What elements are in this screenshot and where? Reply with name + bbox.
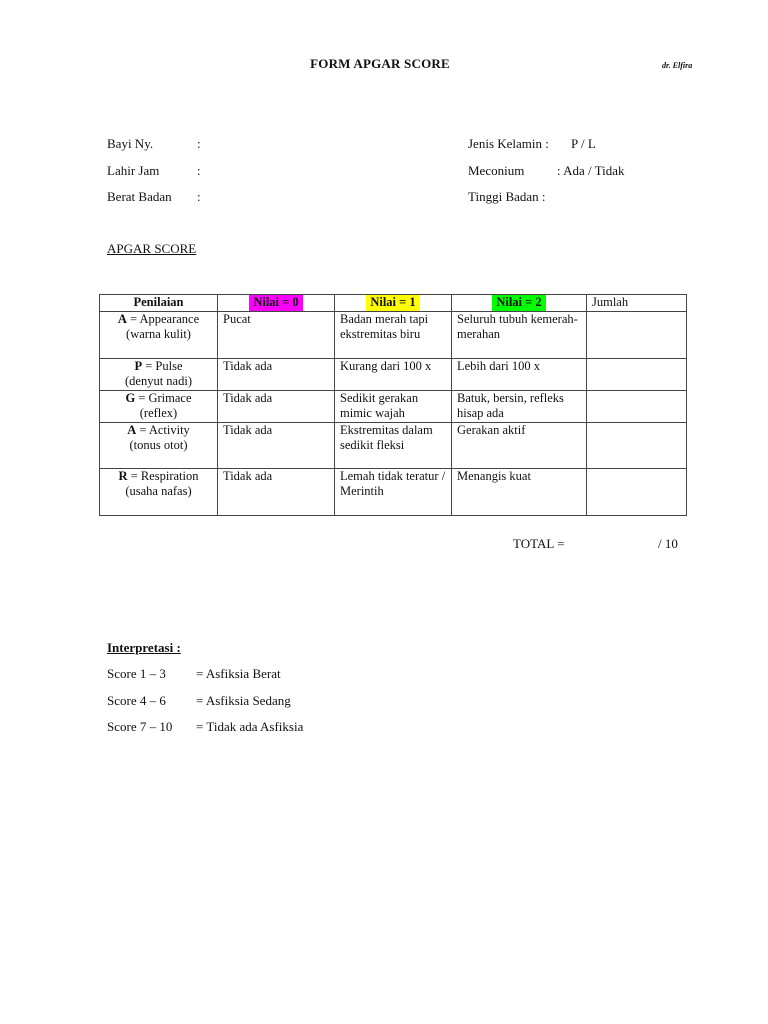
table-row (100, 468, 687, 515)
table-row (100, 422, 687, 468)
baby-name-label: Bayi Ny. (107, 136, 154, 151)
interpretation-result: = Asfiksia Berat (196, 666, 281, 681)
score-1-cell: Kurang dari 100 x (335, 358, 452, 390)
score-2-cell: Lebih dari 100 x (452, 358, 587, 390)
table-row (100, 390, 687, 422)
score-1-cell: Badan merah tapi ekstremitas biru (335, 311, 452, 358)
baby-name-colon: : (197, 136, 201, 151)
interpretation-result: = Tidak ada Asfiksia (196, 719, 304, 734)
table-row (100, 358, 687, 390)
birth-time-colon: : (197, 163, 201, 178)
interpretation-result: = Asfiksia Sedang (196, 693, 291, 708)
weight-colon: : (197, 189, 201, 204)
gender-options: P / L (571, 136, 596, 151)
header-nilai-2: Nilai = 2 (452, 295, 587, 312)
total-label: TOTAL = (513, 536, 565, 551)
score-0-cell: Pucat (218, 311, 335, 358)
score-2-cell: Batuk, bersin, refleks hisap ada (452, 390, 587, 422)
meconium-options: : Ada / Tidak (557, 163, 625, 178)
author-label: dr. Elfira (662, 61, 693, 70)
interpretation-range: Score 7 – 10 (107, 719, 173, 734)
jumlah-cell[interactable] (587, 358, 687, 390)
header-penilaian: Penilaian (100, 295, 218, 312)
table-header-row (100, 295, 687, 312)
score-0-cell: Tidak ada (218, 390, 335, 422)
meconium-label: Meconium (468, 163, 525, 178)
criterion-cell: R = Respiration (usaha nafas) (100, 468, 218, 515)
score-1-cell: Ekstremitas dalam sedikit fleksi (335, 422, 452, 468)
birth-time-label: Lahir Jam (107, 163, 160, 178)
score-0-cell: Tidak ada (218, 468, 335, 515)
criterion-cell: A = Activity (tonus otot) (100, 422, 218, 468)
interpretation-range: Score 1 – 3 (107, 666, 166, 681)
interpretation-title: Interpretasi : (107, 640, 181, 655)
header-nilai-1: Nilai = 1 (335, 295, 452, 312)
score-0-cell: Tidak ada (218, 422, 335, 468)
criterion-cell: P = Pulse (denyut nadi) (100, 358, 218, 390)
header-jumlah: Jumlah (587, 295, 687, 312)
criterion-cell: A = Appearance (warna kulit) (100, 311, 218, 358)
jumlah-cell[interactable] (587, 311, 687, 358)
height-label: Tinggi Badan : (468, 189, 546, 204)
weight-label: Berat Badan (107, 189, 172, 204)
criterion-cell: G = Grimace (reflex) (100, 390, 218, 422)
score-1-cell: Lemah tidak teratur / Merintih (335, 468, 452, 515)
page-title: FORM APGAR SCORE (310, 56, 450, 71)
score-2-cell: Menangis kuat (452, 468, 587, 515)
jumlah-cell[interactable] (587, 390, 687, 422)
score-1-cell: Sedikit gerakan mimic wajah (335, 390, 452, 422)
header-nilai-0: Nilai = 0 (218, 295, 335, 312)
score-0-cell: Tidak ada (218, 358, 335, 390)
jumlah-cell[interactable] (587, 468, 687, 515)
apgar-table (99, 294, 687, 516)
table-row (100, 311, 687, 358)
score-2-cell: Seluruh tubuh kemerah-merahan (452, 311, 587, 358)
score-2-cell: Gerakan aktif (452, 422, 587, 468)
total-out-of: / 10 (658, 536, 678, 551)
interpretation-range: Score 4 – 6 (107, 693, 166, 708)
section-title: APGAR SCORE (107, 241, 197, 256)
jumlah-cell[interactable] (587, 422, 687, 468)
gender-label: Jenis Kelamin : (468, 136, 549, 151)
